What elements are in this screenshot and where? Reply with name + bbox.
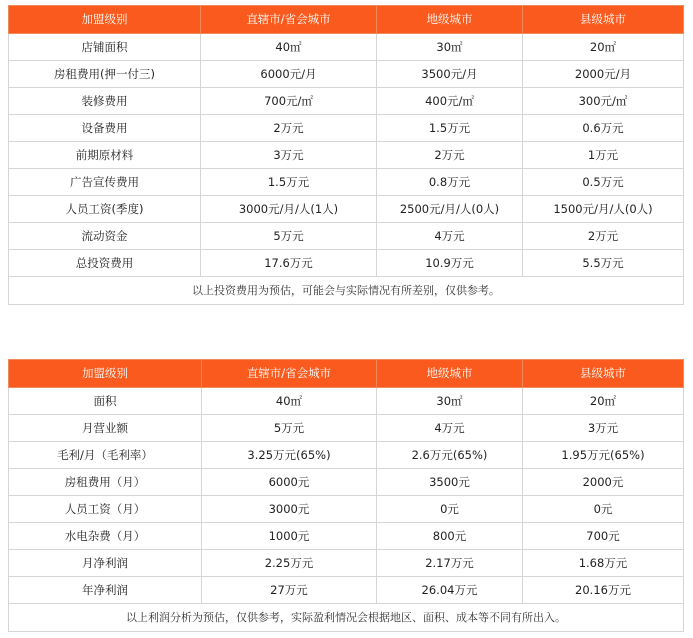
header-cell: 直辖市/省会城市 [202, 360, 377, 388]
row-label-cell: 流动资金 [9, 223, 201, 250]
table-header-row [9, 360, 684, 388]
value-cell: 3500元/月 [377, 61, 523, 88]
row-label-cell: 年净利润 [9, 577, 202, 604]
value-cell: 0.6万元 [523, 115, 684, 142]
row-label-cell: 毛利/月（毛利率） [9, 442, 202, 469]
table-row [9, 88, 684, 115]
value-cell: 0元 [377, 496, 523, 523]
value-cell: 2.6万元(65%) [377, 442, 523, 469]
value-cell: 30㎡ [377, 388, 523, 415]
row-label-cell: 水电杂费（月） [9, 523, 202, 550]
value-cell: 40㎡ [201, 34, 377, 61]
table-row [9, 523, 684, 550]
row-label-cell: 广告宣传费用 [9, 169, 201, 196]
value-cell: 1.5万元 [201, 169, 377, 196]
value-cell: 6000元 [202, 469, 377, 496]
value-cell: 2000元 [523, 469, 684, 496]
table-row [9, 388, 684, 415]
table-row [9, 169, 684, 196]
row-label-cell: 房租费用(押一付三) [9, 61, 201, 88]
value-cell: 1000元 [202, 523, 377, 550]
value-cell: 5万元 [202, 415, 377, 442]
table-row [9, 61, 684, 88]
value-cell: 2万元 [201, 115, 377, 142]
value-cell: 0.5万元 [523, 169, 684, 196]
table-row [9, 577, 684, 604]
value-cell: 3.25万元(65%) [202, 442, 377, 469]
value-cell: 20.16万元 [523, 577, 684, 604]
table-row [9, 223, 684, 250]
row-label-cell: 装修费用 [9, 88, 201, 115]
value-cell: 40㎡ [202, 388, 377, 415]
value-cell: 3万元 [523, 415, 684, 442]
table-note-row [9, 277, 684, 305]
value-cell: 3000元/月/人(1人) [201, 196, 377, 223]
value-cell: 800元 [377, 523, 523, 550]
table-row [9, 469, 684, 496]
table-note: 以上利润分析为预估，仅供参考，实际盈利情况会根据地区、面积、成本等不同有所出入。 [9, 604, 684, 632]
table-row [9, 196, 684, 223]
table-header-row [9, 6, 684, 34]
value-cell: 17.6万元 [201, 250, 377, 277]
table-row [9, 442, 684, 469]
header-cell: 直辖市/省会城市 [201, 6, 377, 34]
row-label-cell: 月营业额 [9, 415, 202, 442]
table-note-row [9, 604, 684, 632]
value-cell: 30㎡ [377, 34, 523, 61]
value-cell: 400元/㎡ [377, 88, 523, 115]
value-cell: 700元/㎡ [201, 88, 377, 115]
table-row [9, 415, 684, 442]
value-cell: 10.9万元 [377, 250, 523, 277]
row-label-cell: 房租费用（月） [9, 469, 202, 496]
value-cell: 2500元/月/人(0人) [377, 196, 523, 223]
value-cell: 27万元 [202, 577, 377, 604]
value-cell: 700元 [523, 523, 684, 550]
value-cell: 1.68万元 [523, 550, 684, 577]
table-row [9, 34, 684, 61]
value-cell: 1.5万元 [377, 115, 523, 142]
row-label-cell: 设备费用 [9, 115, 201, 142]
value-cell: 2万元 [523, 223, 684, 250]
table-row [9, 250, 684, 277]
value-cell: 1万元 [523, 142, 684, 169]
value-cell: 2000元/月 [523, 61, 684, 88]
table-row [9, 550, 684, 577]
row-label-cell: 人员工资（月） [9, 496, 202, 523]
row-label-cell: 前期原材料 [9, 142, 201, 169]
row-label-cell: 店铺面积 [9, 34, 201, 61]
row-label-cell: 月净利润 [9, 550, 202, 577]
value-cell: 2.25万元 [202, 550, 377, 577]
value-cell: 3500元 [377, 469, 523, 496]
value-cell: 0元 [523, 496, 684, 523]
value-cell: 2万元 [377, 142, 523, 169]
value-cell: 1500元/月/人(0人) [523, 196, 684, 223]
header-cell: 县级城市 [523, 360, 684, 388]
row-label-cell: 面积 [9, 388, 202, 415]
table-row [9, 115, 684, 142]
value-cell: 26.04万元 [377, 577, 523, 604]
table-row [9, 496, 684, 523]
value-cell: 2.17万元 [377, 550, 523, 577]
value-cell: 5.5万元 [523, 250, 684, 277]
value-cell: 1.95万元(65%) [523, 442, 684, 469]
header-cell: 县级城市 [523, 6, 684, 34]
table-note: 以上投资费用为预估，可能会与实际情况有所差别，仅供参考。 [9, 277, 684, 305]
table-row [9, 142, 684, 169]
header-cell: 地级城市 [377, 6, 523, 34]
value-cell: 6000元/月 [201, 61, 377, 88]
value-cell: 3000元 [202, 496, 377, 523]
header-cell: 加盟级别 [9, 360, 202, 388]
row-label-cell: 人员工资(季度) [9, 196, 201, 223]
investment-cost-table [8, 5, 684, 305]
value-cell: 3万元 [201, 142, 377, 169]
value-cell: 300元/㎡ [523, 88, 684, 115]
value-cell: 20㎡ [523, 34, 684, 61]
header-cell: 地级城市 [377, 360, 523, 388]
value-cell: 4万元 [377, 415, 523, 442]
row-label-cell: 总投资费用 [9, 250, 201, 277]
profit-analysis-table [8, 359, 684, 632]
value-cell: 20㎡ [523, 388, 684, 415]
header-cell: 加盟级别 [9, 6, 201, 34]
value-cell: 4万元 [377, 223, 523, 250]
value-cell: 5万元 [201, 223, 377, 250]
value-cell: 0.8万元 [377, 169, 523, 196]
